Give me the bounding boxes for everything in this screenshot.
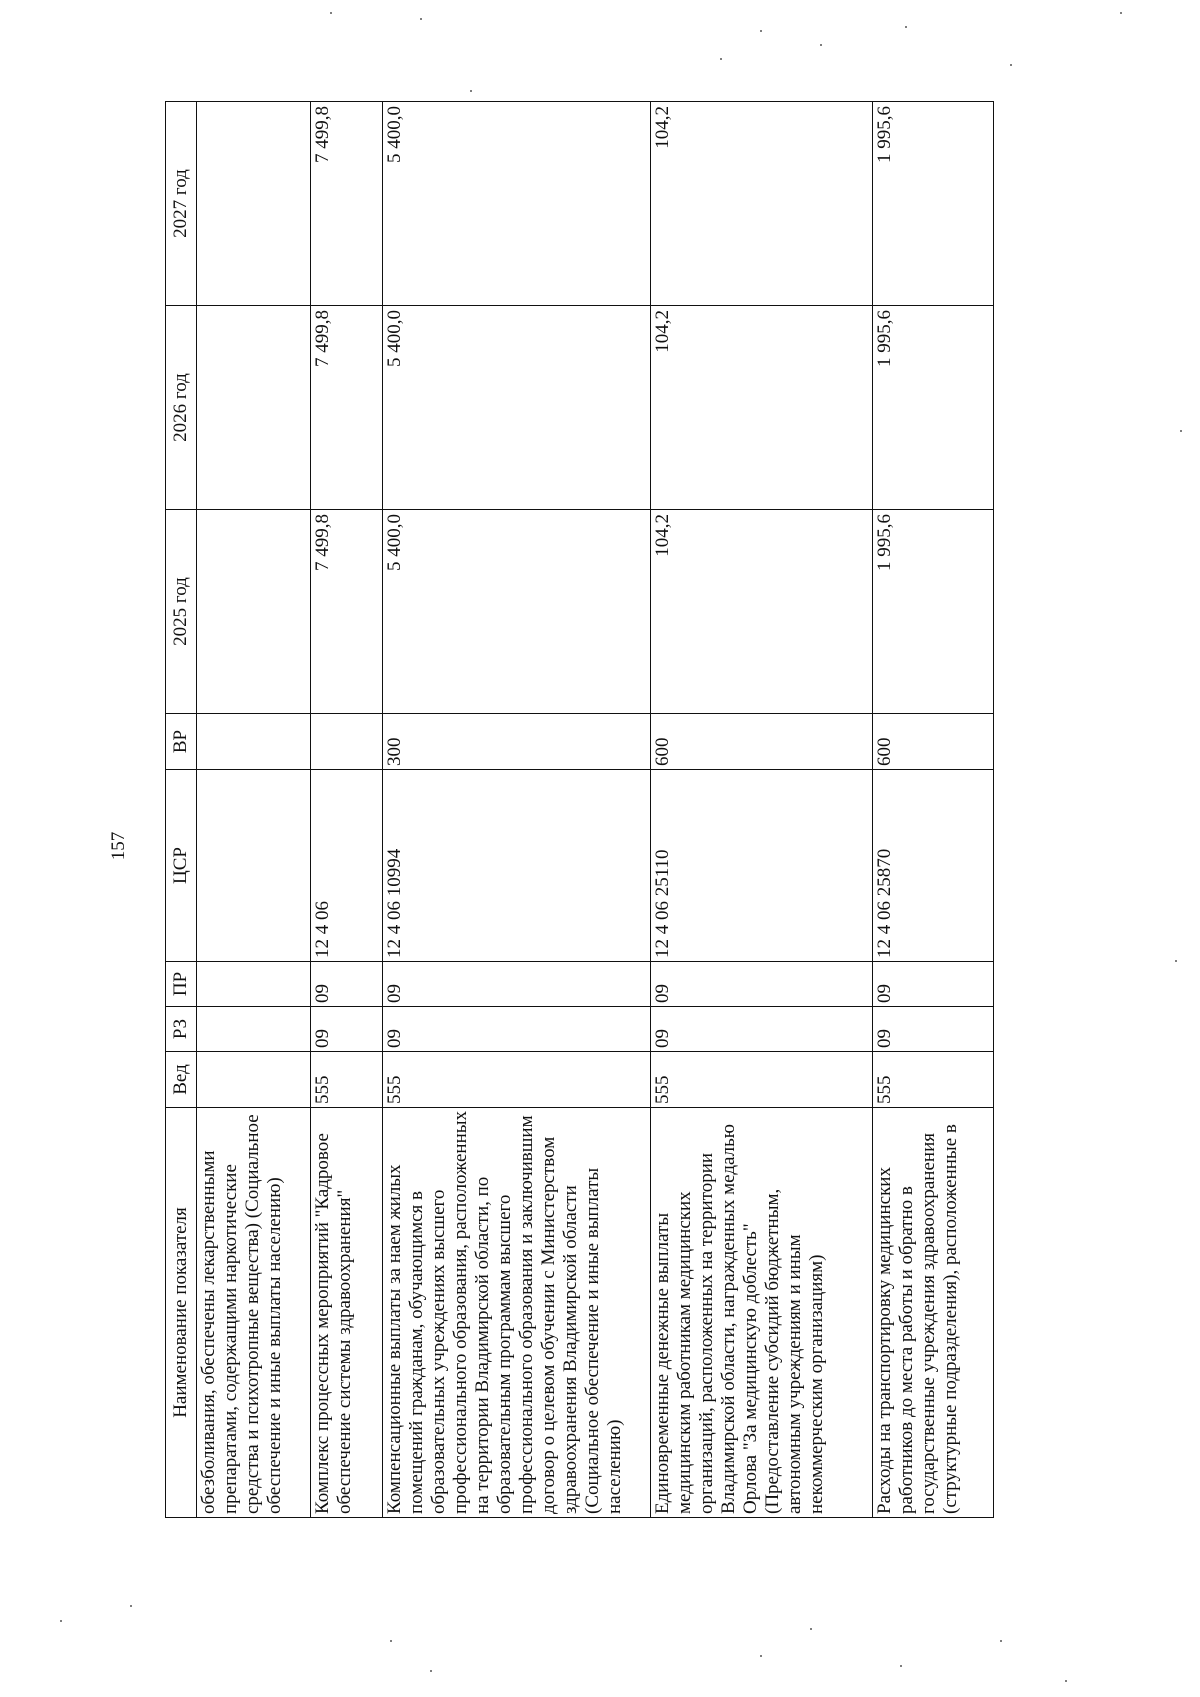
cell-2026: [197, 306, 311, 510]
header-vr: ВР: [166, 714, 197, 770]
cell-pr: [197, 962, 311, 1007]
cell-name: Расходы на транспортировку медицинских работников до места работы и обратно в государственные учреждения здравоохранения (структурные подразделения), расположенные в: [873, 1108, 994, 1518]
cell-pr: 09: [651, 962, 873, 1007]
cell-rz: 09: [651, 1007, 873, 1052]
cell-ved: 555: [311, 1052, 383, 1108]
cell-csr: 12 4 06 25870: [873, 770, 994, 962]
cell-vr: [197, 714, 311, 770]
cell-2026: 1 995,6: [873, 306, 994, 510]
cell-pr: 09: [873, 962, 994, 1007]
cell-2027: [197, 102, 311, 306]
header-name: Наименование показателя: [166, 1108, 197, 1518]
cell-2026: 5 400,0: [383, 306, 651, 510]
header-rz: РЗ: [166, 1007, 197, 1052]
cell-pr: 09: [311, 962, 383, 1007]
cell-name: Комплекс процессных мероприятий "Кадровое обеспечение системы здравоохранения": [311, 1108, 383, 1518]
cell-name: обезболивания, обеспечены лекарственными препаратами, содержащими наркотические средства и психотропные вещества) (Социальное обеспечение и иные выплаты населению): [197, 1108, 311, 1518]
cell-csr: 12 4 06 10994: [383, 770, 651, 962]
cell-ved: 555: [873, 1052, 994, 1108]
cell-rz: [197, 1007, 311, 1052]
cell-name: Единовременные денежные выплаты медицинским работникам медицинских организаций, расположенных на территории Владимирской области, награжденных медалью Орлова "За медицинскую доблесть" (Предоставление субсидий бюджетным, автономным учреждениям и иным некоммерческим организациям): [651, 1108, 873, 1518]
cell-2027: 5 400,0: [383, 102, 651, 306]
header-csr: ЦСР: [166, 770, 197, 962]
table-row: [873, 102, 994, 1518]
table-row: [383, 102, 651, 1518]
cell-vr: 300: [383, 714, 651, 770]
cell-ved: [197, 1052, 311, 1108]
cell-2027: 7 499,8: [311, 102, 383, 306]
cell-2026: 104,2: [651, 306, 873, 510]
cell-csr: 12 4 06: [311, 770, 383, 962]
table-header-row: [166, 102, 197, 1518]
header-2027: 2027 год: [166, 102, 197, 306]
cell-vr: 600: [651, 714, 873, 770]
cell-name: Компенсационные выплаты за наем жилых помещений гражданам, обучающимся в образовательных учреждениях высшего профессионального образования, расположенных на территории Владимирской области, по образовательным программам высшего профессионального образования и заключившим договор о целевом обучении с Министерством здравоохранения Владимирской области (Социальное обеспечение и иные выплаты населению): [383, 1108, 651, 1518]
cell-rz: 09: [383, 1007, 651, 1052]
cell-2027: 1 995,6: [873, 102, 994, 306]
cell-2025: 1 995,6: [873, 510, 994, 714]
cell-2025: 5 400,0: [383, 510, 651, 714]
header-pr: ПР: [166, 962, 197, 1007]
cell-2027: 104,2: [651, 102, 873, 306]
table-row: [651, 102, 873, 1518]
cell-2026: 7 499,8: [311, 306, 383, 510]
cell-csr: [197, 770, 311, 962]
cell-vr: 600: [873, 714, 994, 770]
cell-pr: 09: [383, 962, 651, 1007]
cell-rz: 09: [873, 1007, 994, 1052]
page-number: 157: [108, 831, 129, 861]
cell-ved: 555: [383, 1052, 651, 1108]
cell-csr: 12 4 06 25110: [651, 770, 873, 962]
cell-2025: [197, 510, 311, 714]
rotated-table-frame: [165, 104, 992, 1518]
header-2025: 2025 год: [166, 510, 197, 714]
cell-ved: 555: [651, 1052, 873, 1108]
header-2026: 2026 год: [166, 306, 197, 510]
cell-rz: 09: [311, 1007, 383, 1052]
header-ved: Вед: [166, 1052, 197, 1108]
cell-2025: 104,2: [651, 510, 873, 714]
cell-2025: 7 499,8: [311, 510, 383, 714]
table-row: [311, 102, 383, 1518]
cell-vr: [311, 714, 383, 770]
budget-table: [165, 101, 994, 1518]
table-row: [197, 102, 311, 1518]
